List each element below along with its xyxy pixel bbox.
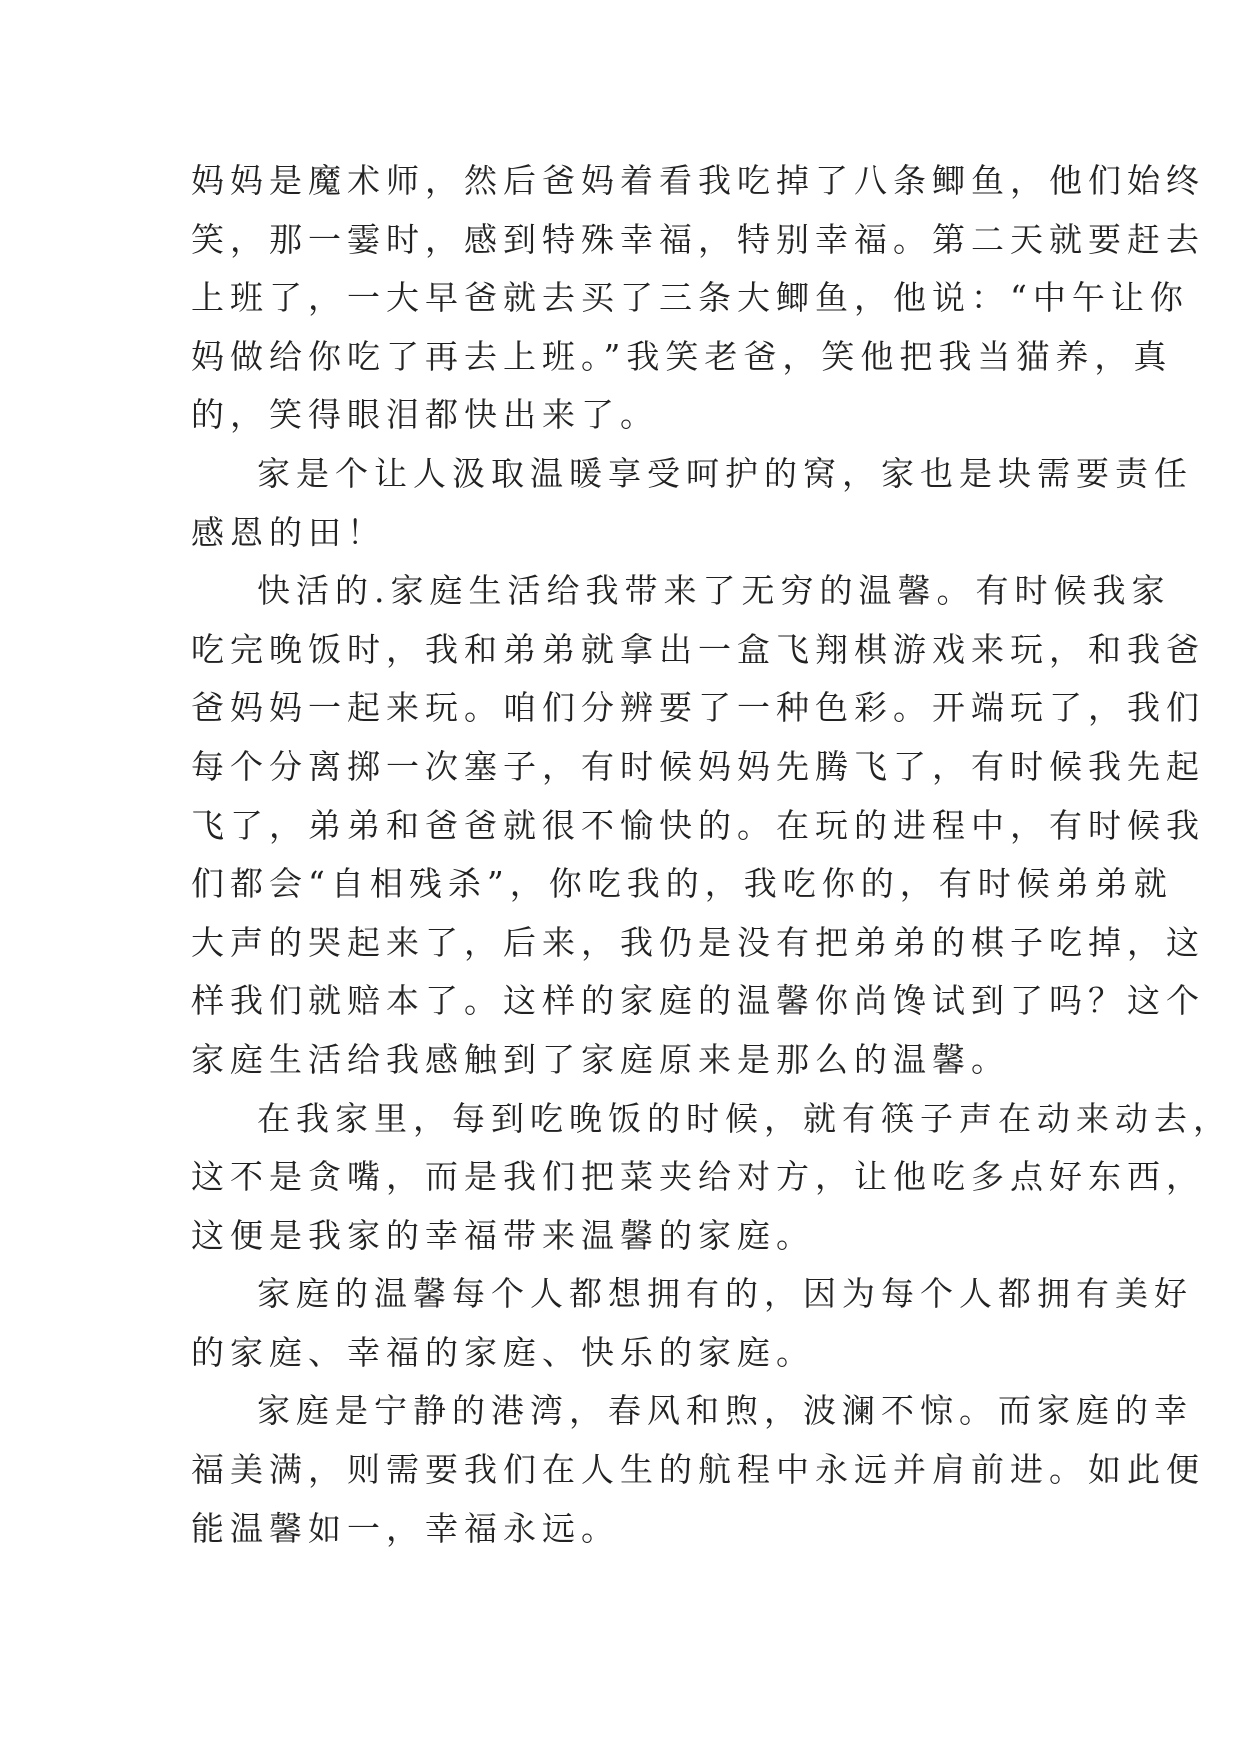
paragraph-4-line-3: 这便是我家的幸福带来温馨的家庭。 [191, 1215, 815, 1255]
paragraph-3-line-3: 爸妈妈一起来玩。咱们分辨要了一种色彩。开端玩了，我们 [191, 688, 1205, 728]
paragraph-1-line-2: 笑，那一霎时，感到特殊幸福，特别幸福。第二天就要赶去 [191, 219, 1205, 259]
paragraph-3-line-4: 每个分离掷一次塞子，有时候妈妈先腾飞了，有时候我先起 [191, 746, 1205, 786]
paragraph-6-line-2: 福美满，则需要我们在人生的航程中永远并肩前进。如此便 [191, 1450, 1205, 1490]
paragraph-1-line-1: 妈妈是魔术师，然后爸妈着看我吃掉了八条鲫鱼，他们始终 [191, 161, 1205, 200]
paragraph-3-line-7: 大声的哭起来了，后来，我仍是没有把弟弟的棋子吃掉，这 [191, 922, 1205, 962]
paragraph-2-line-2: 感恩的田！ [191, 512, 386, 552]
document-body [191, 152, 1232, 1558]
paragraph-1-line-3: 上班了，一大早爸就去买了三条大鲫鱼，他说：“中午让你 [191, 278, 1189, 318]
paragraph-3-line-9: 家庭生活给我感触到了家庭原来是那么的温馨。 [191, 1039, 1010, 1079]
paragraph-6-line-3: 能温馨如一，幸福永远。 [191, 1508, 620, 1548]
paragraph-3-line-6: 们都会“自相残杀”，你吃我的，我吃你的，有时候弟弟就 [191, 864, 1173, 904]
paragraph-5-line-2: 的家庭、幸福的家庭、快乐的家庭。 [191, 1332, 815, 1372]
paragraph-2-line-1: 家是个让人汲取温暖享受呵护的窝，家也是块需要责任 [257, 453, 1193, 493]
paragraph-1-line-4: 妈做给你吃了再去上班。”我笑老爸，笑他把我当猫养，真 [191, 336, 1173, 376]
paragraph-3-line-8: 样我们就赔本了。这样的家庭的温馨你尚馋试到了吗？这个 [191, 981, 1205, 1021]
paragraph-5-line-1: 家庭的温馨每个人都想拥有的，因为每个人都拥有美好 [257, 1274, 1193, 1314]
paragraph-1-line-5: 的，笑得眼泪都快出来了。 [191, 395, 659, 435]
paragraph-3-line-1: 快活的.家庭生活给我带来了无穷的温馨。有时候我家 [257, 571, 1171, 611]
paragraph-3-line-5: 飞了，弟弟和爸爸就很不愉快的。在玩的进程中，有时候我 [191, 805, 1205, 845]
paragraph-6-line-1: 家庭是宁静的港湾，春风和煦，波澜不惊。而家庭的幸 [257, 1391, 1193, 1431]
paragraph-4-line-1: 在我家里，每到吃晚饭的时候，就有筷子声在动来动去， [257, 1098, 1232, 1138]
paragraph-3-line-2: 吃完晚饭时，我和弟弟就拿出一盒飞翔棋游戏来玩，和我爸 [191, 629, 1205, 669]
paragraph-4-line-2: 这不是贪嘴，而是我们把菜夹给对方，让他吃多点好东西， [191, 1157, 1205, 1197]
